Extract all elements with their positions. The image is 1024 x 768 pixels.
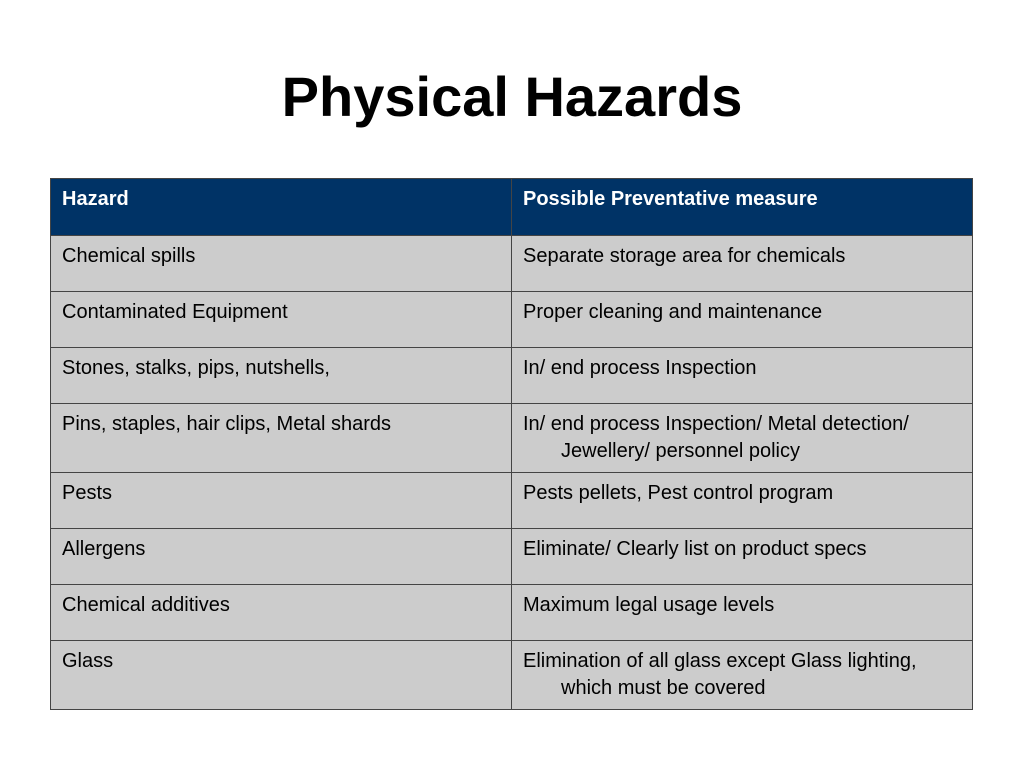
hazard-cell: Pins, staples, hair clips, Metal shards bbox=[51, 404, 512, 473]
table-row bbox=[51, 236, 973, 292]
measure-cell: Maximum legal usage levels bbox=[512, 585, 973, 641]
measure-cell: In/ end process Inspection/ Metal detection/ Jewellery/ personnel policy bbox=[512, 404, 973, 473]
table-row bbox=[51, 404, 973, 473]
table-row bbox=[51, 529, 973, 585]
hazard-table bbox=[50, 178, 973, 710]
table-header-row bbox=[51, 179, 973, 236]
measure-cell: Separate storage area for chemicals bbox=[512, 236, 973, 292]
measure-cell: Elimination of all glass except Glass lighting, which must be covered bbox=[512, 641, 973, 710]
measure-cell: Pests pellets, Pest control program bbox=[512, 473, 973, 529]
hazard-cell: Pests bbox=[51, 473, 512, 529]
measure-cell: Proper cleaning and maintenance bbox=[512, 292, 973, 348]
header-hazard: Hazard bbox=[51, 179, 512, 236]
measure-cell: Eliminate/ Clearly list on product specs bbox=[512, 529, 973, 585]
hazard-cell: Chemical additives bbox=[51, 585, 512, 641]
header-measure: Possible Preventative measure bbox=[512, 179, 973, 236]
table-row bbox=[51, 292, 973, 348]
measure-cell: In/ end process Inspection bbox=[512, 348, 973, 404]
table-row bbox=[51, 585, 973, 641]
table-row bbox=[51, 641, 973, 710]
hazard-cell: Glass bbox=[51, 641, 512, 710]
hazard-cell: Allergens bbox=[51, 529, 512, 585]
table-row bbox=[51, 473, 973, 529]
hazard-cell: Contaminated Equipment bbox=[51, 292, 512, 348]
table-row bbox=[51, 348, 973, 404]
slide-title: Physical Hazards bbox=[281, 65, 743, 128]
hazard-cell: Chemical spills bbox=[51, 236, 512, 292]
hazard-cell: Stones, stalks, pips, nutshells, bbox=[51, 348, 512, 404]
